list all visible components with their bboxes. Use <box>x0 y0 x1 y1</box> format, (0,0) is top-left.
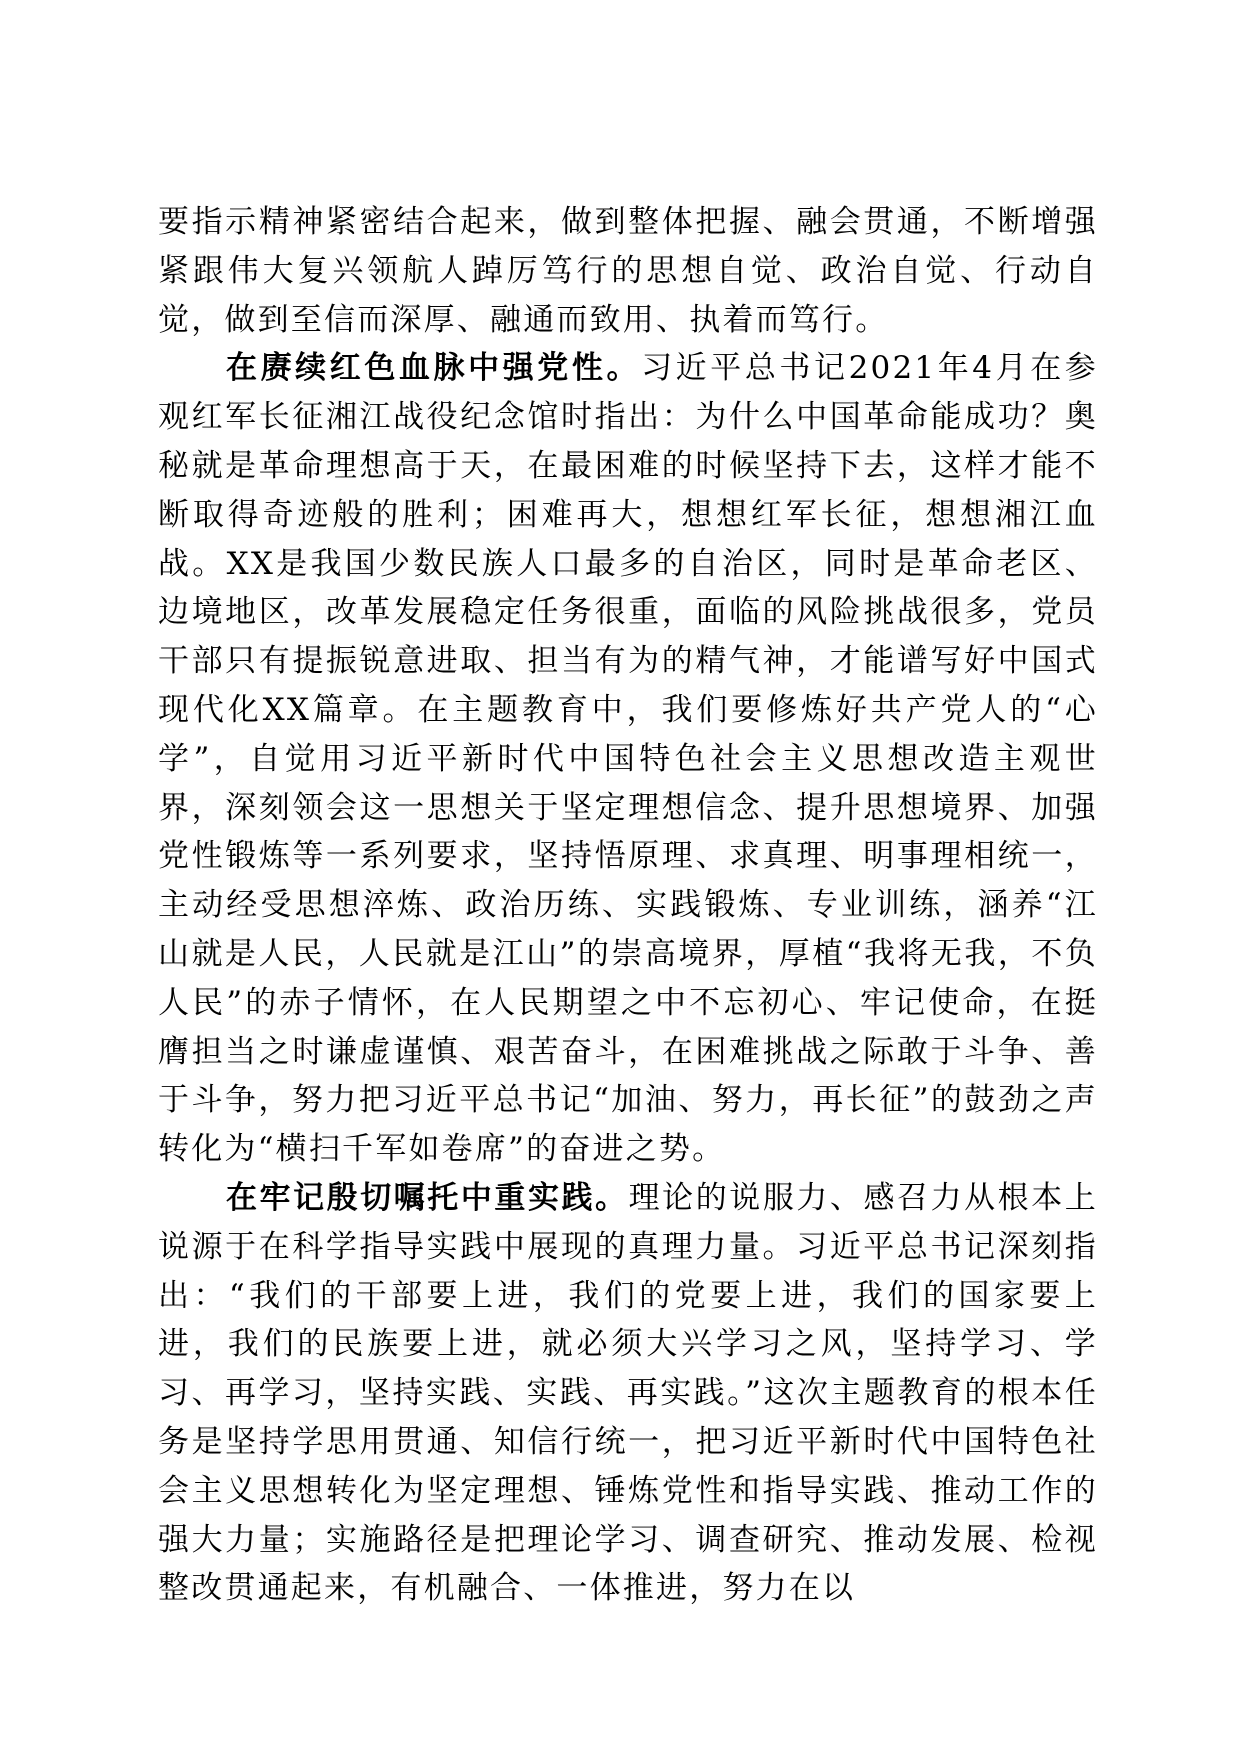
body-text <box>158 198 1098 1613</box>
paragraph-body: 理论的说服力、感召力从根本上说源于在科学指导实践中展现的真理力量。习近平总书记深刻指出：“我们的干部要上进，我们的党要上进，我们的国家要上进，我们的民族要上进，就必须大兴学习之风，坚持学习、学习、再学习，坚持实践、实践、再实践。”这次主题教育的根本任务是坚持学思用贯通、知信行统一，把习近平新时代中国特色社会主义思想转化为坚定理想、锤炼党性和指导实践、推动工作的强大力量；实施路径是把理论学习、调查研究、推动发展、检视整改贯通起来，有机融合、一体推进，努力在以 <box>158 1179 1098 1607</box>
paragraph-heading: 在牢记殷切嘱托中重实践。 <box>226 1179 629 1216</box>
paragraph-emphasize-practice <box>158 1174 1098 1613</box>
paragraph-body: 要指示精神紧密结合起来，做到整体把握、融会贯通，不断增强紧跟伟大复兴领航人踔厉笃行的思想自觉、政治自觉、行动自觉，做到至信而深厚、融通而致用、执着而笃行。 <box>158 204 1098 338</box>
paragraph-continuation <box>158 198 1098 344</box>
paragraph-body: 习近平总书记2021年4月在参观红军长征湘江战役纪念馆时指出：为什么中国革命能成功？奥秘就是革命理想高于天，在最困难的时候坚持下去，这样才能不断取得奇迹般的胜利；困难再大，想想红军长征，想想湘江血战。XX是我国少数民族人口最多的自治区，同时是革命老区、边境地区，改革发展稳定任务很重，面临的风险挑战很多，党员干部只有提振锐意进取、担当有为的精气神，才能谱写好中国式现代化XX篇章。在主题教育中，我们要修炼好共产党人的“心学”，自觉用习近平新时代中国特色社会主义思想改造主观世界，深刻领会这一思想关于坚定理想信念、提升思想境界、加强党性锻炼等一系列要求，坚持悟原理、求真理、明事理相统一，主动经受思想淬炼、政治历练、实践锻炼、专业训练，涵养“江山就是人民，人民就是江山”的崇高境界，厚植“我将无我，不负人民”的赤子情怀，在人民期望之中不忘初心、牢记使命，在挺膺担当之时谦虚谨慎、艰苦奋斗，在困难挑战之际敢于斗争、善于斗争，努力把习近平总书记“加油、努力，再长征”的鼓劲之声转化为“横扫千军如卷席”的奋进之势。 <box>158 350 1098 1168</box>
paragraph-strengthen-party-spirit <box>158 344 1098 1174</box>
paragraph-heading: 在赓续红色血脉中强党性。 <box>226 350 642 387</box>
